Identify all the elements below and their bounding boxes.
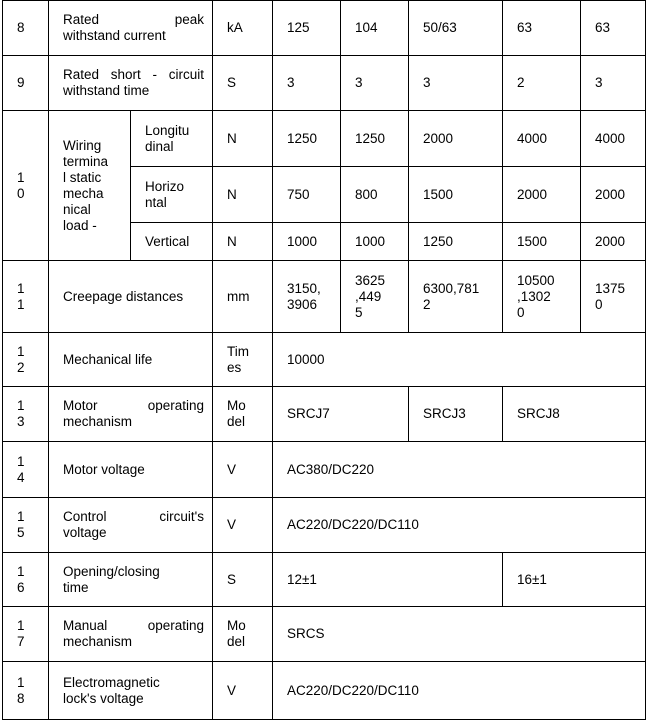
parameter-name: Rated peak withstand current bbox=[49, 1, 213, 56]
value-cell: 3150, 3906 bbox=[273, 261, 341, 333]
parameters-table bbox=[2, 0, 646, 720]
parameter-name: Electromagnetic lock's voltage bbox=[49, 662, 213, 720]
value-cell: 1250 bbox=[273, 111, 341, 167]
value-cell: 2 bbox=[503, 56, 581, 111]
value-cell: 1250 bbox=[341, 111, 409, 167]
value-cell: 800 bbox=[341, 167, 409, 223]
value-cell: 3 bbox=[273, 56, 341, 111]
value-cell: 1000 bbox=[341, 223, 409, 261]
value-cell: 63 bbox=[503, 1, 581, 56]
row-number: 1 8 bbox=[3, 662, 49, 720]
row-number: 8 bbox=[3, 1, 49, 56]
row-number: 1 5 bbox=[3, 498, 49, 553]
parameter-name: Motor voltage bbox=[49, 442, 213, 498]
row-number: 1 4 bbox=[3, 442, 49, 498]
unit: V bbox=[213, 498, 273, 553]
parameter-name: Wiring termina l static mecha nical load - bbox=[49, 111, 131, 261]
value-cell: 50/63 bbox=[409, 1, 503, 56]
value-cell: 1250 bbox=[409, 223, 503, 261]
value-cell: 4000 bbox=[503, 111, 581, 167]
unit: mm bbox=[213, 261, 273, 333]
parameter-name: Creepage distances bbox=[49, 261, 213, 333]
value-cell: 125 bbox=[273, 1, 341, 56]
table-row bbox=[3, 333, 646, 387]
value-cell: SRCJ8 bbox=[503, 387, 646, 442]
value-cell: 3 bbox=[409, 56, 503, 111]
value-cell: AC220/DC220/DC110 bbox=[273, 498, 646, 553]
unit: S bbox=[213, 553, 273, 607]
row-number: 1 7 bbox=[3, 607, 49, 662]
table-row bbox=[3, 111, 646, 167]
unit: V bbox=[213, 662, 273, 720]
value-cell: 3 bbox=[581, 56, 646, 111]
sub-parameter-name: Horizo ntal bbox=[131, 167, 213, 223]
value-cell: SRCJ7 bbox=[273, 387, 409, 442]
table-row bbox=[3, 607, 646, 662]
table-row bbox=[3, 662, 646, 720]
value-cell: 63 bbox=[581, 1, 646, 56]
parameter-name: Manual operating mechanism bbox=[49, 607, 213, 662]
unit: V bbox=[213, 442, 273, 498]
unit: Mo del bbox=[213, 387, 273, 442]
unit: N bbox=[213, 111, 273, 167]
parameter-name: Opening/closing time bbox=[49, 553, 213, 607]
table-row bbox=[3, 498, 646, 553]
value-cell: 2000 bbox=[409, 111, 503, 167]
value-cell: 16±1 bbox=[503, 553, 646, 607]
value-cell: 3 bbox=[341, 56, 409, 111]
parameter-name: Rated short - circuit withstand time bbox=[49, 56, 213, 111]
value-cell: SRCS bbox=[273, 607, 646, 662]
unit: kA bbox=[213, 1, 273, 56]
unit: N bbox=[213, 167, 273, 223]
parameter-name: Control circuit's voltage bbox=[49, 498, 213, 553]
unit: S bbox=[213, 56, 273, 111]
value-cell: 1500 bbox=[503, 223, 581, 261]
value-cell: 6300,781 2 bbox=[409, 261, 503, 333]
row-number: 1 3 bbox=[3, 387, 49, 442]
value-cell: SRCJ3 bbox=[409, 387, 503, 442]
value-cell: 104 bbox=[341, 1, 409, 56]
value-cell: 1375 0 bbox=[581, 261, 646, 333]
value-cell: 1000 bbox=[273, 223, 341, 261]
value-cell: 2000 bbox=[503, 167, 581, 223]
sub-parameter-name: Vertical bbox=[131, 223, 213, 261]
value-cell: 4000 bbox=[581, 111, 646, 167]
row-number: 9 bbox=[3, 56, 49, 111]
table-row bbox=[3, 56, 646, 111]
value-cell: 1500 bbox=[409, 167, 503, 223]
table-row bbox=[3, 1, 646, 56]
sub-parameter-name: Longitu dinal bbox=[131, 111, 213, 167]
row-number: 1 1 bbox=[3, 261, 49, 333]
value-cell: 2000 bbox=[581, 223, 646, 261]
unit: Mo del bbox=[213, 607, 273, 662]
table-row bbox=[3, 442, 646, 498]
value-cell: 12±1 bbox=[273, 553, 503, 607]
value-cell: AC220/DC220/DC110 bbox=[273, 662, 646, 720]
value-cell: 3625 ,449 5 bbox=[341, 261, 409, 333]
row-number: 1 6 bbox=[3, 553, 49, 607]
value-cell: 750 bbox=[273, 167, 341, 223]
row-number: 1 2 bbox=[3, 333, 49, 387]
value-cell: 10000 bbox=[273, 333, 646, 387]
parameter-name: Motor operating mechanism bbox=[49, 387, 213, 442]
row-number: 1 0 bbox=[3, 111, 49, 261]
table-row bbox=[3, 261, 646, 333]
table-row bbox=[3, 553, 646, 607]
value-cell: 2000 bbox=[581, 167, 646, 223]
unit: N bbox=[213, 223, 273, 261]
value-cell: 10500 ,1302 0 bbox=[503, 261, 581, 333]
parameter-name: Mechanical life bbox=[49, 333, 213, 387]
value-cell: AC380/DC220 bbox=[273, 442, 646, 498]
table-row bbox=[3, 387, 646, 442]
unit: Tim es bbox=[213, 333, 273, 387]
